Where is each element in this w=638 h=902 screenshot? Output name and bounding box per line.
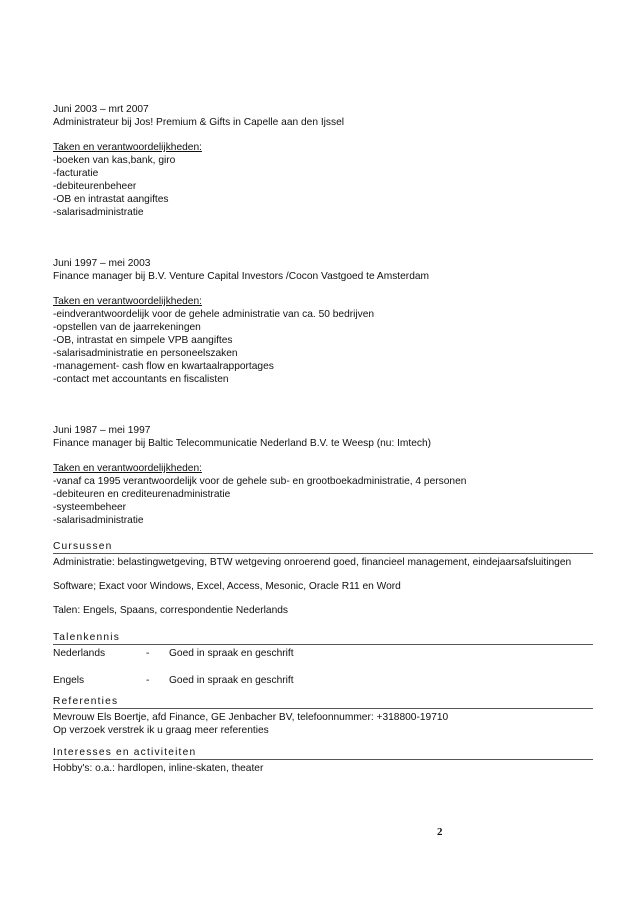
job-entry-1 [53,103,593,219]
tasks-heading: Taken en verantwoordelijkheden: [53,463,202,474]
job-entry-3 [53,424,593,527]
language-dash: - [146,648,150,659]
section-talenkennis [53,631,593,687]
section-heading: Referenties [53,695,593,709]
section-interesses [53,746,593,775]
task-item: -opstellen van de jaarrekeningen [53,322,201,333]
section-heading: Interesses en activiteiten [53,746,593,760]
course-line: Software; Exact voor Windows, Excel, Access, Mesonic, Oracle R11 en Word [53,581,401,592]
task-item: -vanaf ca 1995 verantwoordelijk voor de gehele sub- en grootboekadministratie, 4 personen [53,476,467,487]
course-line: Administratie: belastingwetgeving, BTW wetgeving onroerend goed, financieel management, eindejaarsafsluitingen [53,557,572,568]
task-item: -salarisadministratie en personeelszaken [53,348,238,359]
language-row [53,647,593,660]
job-role: Finance manager bij Baltic Telecommunicatie Nederland B.V. te Weesp (nu: Imtech) [53,438,432,449]
job-period: Juni 1987 – mei 1997 [53,425,151,436]
job-entry-2 [53,257,593,386]
task-item: -salarisadministratie [53,207,144,218]
job-period: Juni 1997 – mei 2003 [53,258,151,269]
language-level: Goed in spraak en geschrift [169,675,294,686]
section-cursussen [53,540,593,617]
job-role: Finance manager bij B.V. Venture Capital Investors /Cocon Vastgoed te Amsterdam [53,271,430,282]
task-item: -OB, intrastat en simpele VPB aangiftes [53,335,233,346]
task-item: -contact met accountants en fiscalisten [53,374,229,385]
page-number: 2 [437,826,443,838]
language-level: Goed in spraak en geschrift [169,648,294,659]
task-item: -salarisadministratie [53,515,144,526]
task-item: -systeembeheer [53,502,127,513]
section-heading: Talenkennis [53,631,593,645]
task-item: -debiteuren en crediteurenadministratie [53,489,231,500]
task-item: -OB en intrastat aangiftes [53,194,169,205]
job-role: Administrateur bij Jos! Premium & Gifts in Capelle aan den Ijssel [53,117,345,128]
section-heading: Cursussen [53,540,593,554]
language-dash: - [146,675,150,686]
job-period: Juni 2003 – mrt 2007 [53,104,149,115]
reference-line: Op verzoek verstrek ik u graag meer referenties [53,725,269,736]
language-name: Engels [53,675,85,686]
task-item: -facturatie [53,168,99,179]
task-item: -eindverantwoordelijk voor de gehele administratie van ca. 50 bedrijven [53,309,375,320]
interest-line: Hobby's: o.a.: hardlopen, inline-skaten, theater [53,763,264,774]
task-item: -management- cash flow en kwartaalrapportages [53,361,274,372]
section-referenties [53,695,593,737]
reference-line: Mevrouw Els Boertje, afd Finance, GE Jenbacher BV, telefoonnummer: +318800-19710 [53,712,449,723]
course-line: Talen: Engels, Spaans, correspondentie Nederlands [53,605,289,616]
language-row [53,674,593,687]
tasks-heading: Taken en verantwoordelijkheden: [53,296,202,307]
task-item: -debiteurenbeheer [53,181,137,192]
language-name: Nederlands [53,648,106,659]
task-item: -boeken van kas,bank, giro [53,155,176,166]
tasks-heading: Taken en verantwoordelijkheden: [53,142,202,153]
